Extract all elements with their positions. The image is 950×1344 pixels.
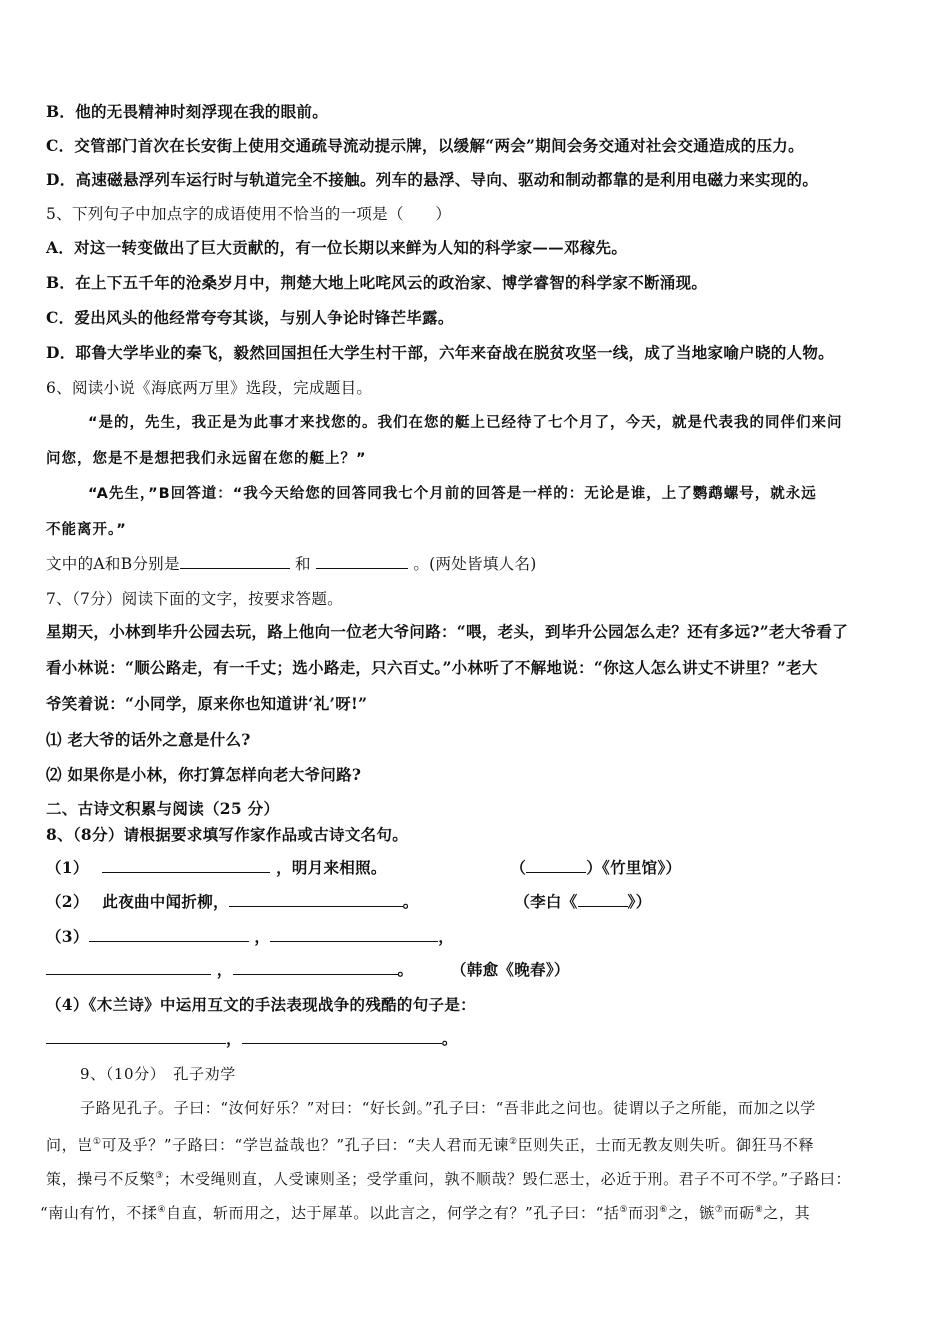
q6-fill-prefix: 文中的A和B分别是 bbox=[46, 555, 180, 573]
answer-blank[interactable] bbox=[578, 892, 628, 907]
answer-blank[interactable] bbox=[270, 927, 438, 942]
footnote-mark: ⑥ bbox=[659, 1205, 669, 1215]
passage-text: 之，镞 bbox=[668, 1204, 715, 1222]
section-2-heading: 二、古诗文积累与阅读（25 分） bbox=[46, 799, 280, 818]
q8-item-1-text: ，明月来相照。 bbox=[276, 858, 387, 877]
answer-blank[interactable] bbox=[102, 858, 270, 873]
q8-item-1-source: ）《竹里馆》） bbox=[586, 858, 682, 877]
footnote-mark: ⑧ bbox=[754, 1205, 764, 1215]
q8-item-4-period: 。 bbox=[441, 1029, 458, 1048]
passage-text: ；木受绳则直，人受谏则圣；受学重问，孰不顺哉？毁仁恶士，必近于刑。君子不可不学。”子路曰： bbox=[163, 1170, 852, 1188]
passage-text: 可及乎？”子路曰：“学岂益哉也？”孔子曰：“夫人君而无谏 bbox=[101, 1136, 509, 1154]
q8-item-3-number: （3） bbox=[46, 927, 89, 946]
q8-item-3-source: （韩愈《晚春》） bbox=[451, 960, 570, 979]
passage-text: 策，操弓不反檠 bbox=[46, 1170, 156, 1188]
passage-9-line-3 bbox=[46, 1166, 910, 1189]
q6-fill-suffix: 。(两处皆填人名) bbox=[413, 555, 537, 573]
answer-blank[interactable] bbox=[180, 554, 290, 569]
question-5-prompt: 5、下列句子中加点字的成语使用不恰当的一项是（ ） bbox=[46, 205, 452, 223]
q7-subquestion-1: ⑴ 老大爷的话外之意是什么? bbox=[46, 730, 251, 749]
q7-subquestion-2: ⑵ 如果你是小林，你打算怎样向老大爷问路? bbox=[46, 765, 362, 784]
answer-blank[interactable] bbox=[46, 960, 211, 975]
answer-blank[interactable] bbox=[89, 927, 249, 942]
passage-9-line-4 bbox=[40, 1200, 910, 1223]
footnote-mark: ③ bbox=[155, 1171, 164, 1181]
q5-option-c: C．爱出风头的他经常夸夸其谈，与别人争论时锋芒毕露。 bbox=[46, 308, 454, 327]
answer-blank[interactable] bbox=[526, 858, 586, 873]
q8-item-2-number: （2） bbox=[46, 892, 89, 911]
footnote-mark: ① bbox=[92, 1137, 102, 1147]
option-c-line: C．交管部门首次在长安街上使用交通疏导流动提示牌，以缓解“两会”期间会务交通对社会交通造成的压力。 bbox=[46, 136, 804, 155]
passage-text: 自直，斩而用之，达于犀革。以此言之，何学之有？”孔子曰：“括 bbox=[166, 1204, 620, 1222]
question-6-prompt: 6、阅读小说《海底两万里》选段，完成题目。 bbox=[46, 379, 373, 397]
passage-text: 而砺 bbox=[723, 1204, 755, 1222]
passage-text: 问，岂 bbox=[46, 1136, 93, 1154]
passage-9-line-1: 子路见孔子。子曰：“汝何好乐？”对曰：“好长剑。”孔子曰：“吾非此之问也。徒谓以子之所能，而加之以学 bbox=[80, 1099, 816, 1117]
q8-item-4: （4）《木兰诗》中运用互文的手法表现战争的残酷的句子是： bbox=[46, 995, 476, 1014]
q8-item-3-comma: ， bbox=[438, 927, 455, 946]
q6-fill-and: 和 bbox=[295, 555, 311, 573]
q8-item-3-continued bbox=[46, 960, 910, 980]
q8-item-2-source-open: （李白《 bbox=[514, 892, 578, 911]
q5-option-d: D．耶鲁大学毕业的秦飞，毅然回国担任大学生村干部，六年来奋战在脱贫攻坚一线，成了当地家喻户晓的人物。 bbox=[46, 343, 834, 362]
option-d-line: D．高速磁悬浮列车运行时与轨道完全不接触。列车的悬浮、导向、驱动和制动都靠的是利用电磁力来实现的。 bbox=[46, 170, 819, 189]
passage-text: “南山有竹，不揉 bbox=[40, 1204, 158, 1222]
q8-item-1-number: （1） bbox=[46, 858, 89, 877]
q8-item-2-source-close: 》） bbox=[627, 892, 652, 911]
q6-fill-line bbox=[46, 554, 910, 574]
answer-blank[interactable] bbox=[233, 960, 398, 975]
q8-item-3-comma: ， bbox=[254, 927, 271, 946]
q5-option-a: A．对这一转变做出了巨大贡献的，有一位长期以来鲜为人知的科学家——邓稼先。 bbox=[46, 238, 628, 257]
passage-6-line-2: 问您，您是不是想把我们永远留在您的艇上？” bbox=[46, 451, 367, 467]
q8-item-4-comma: ， bbox=[226, 1029, 242, 1048]
q8-item-2-period: 。 bbox=[402, 892, 419, 911]
q8-item-2-text: 此夜曲中闻折柳， bbox=[102, 892, 229, 911]
question-9-prompt: 9、（10分） 孔子劝学 bbox=[80, 1065, 236, 1083]
q5-option-b: B．在上下五千年的沧桑岁月中，荆楚大地上叱咤风云的政治家、博学睿智的科学家不断涌现。 bbox=[46, 273, 708, 292]
q8-item-3-comma: ， bbox=[216, 960, 233, 979]
passage-6-line-3: “A先生，”B回答道：“我今天给您的回答同我七个月前的回答是一样的：无论是谁，上了鹦鹉螺号，就永远 bbox=[88, 486, 817, 502]
q8-item-1-source-open: （ bbox=[510, 858, 527, 877]
footnote-mark: ⑤ bbox=[619, 1205, 629, 1215]
passage-6-line-4: 不能离开。” bbox=[46, 522, 127, 538]
question-8-prompt: 8、（8分）请根据要求填写作家作品或古诗文名句。 bbox=[46, 825, 409, 844]
passage-7-line-1: 星期天，小林到毕升公园去玩，路上他向一位老大爷问路：“喂，老头，到毕升公园怎么走？还有多远?”老大爷看了 bbox=[46, 622, 849, 641]
footnote-mark: ④ bbox=[157, 1205, 167, 1215]
passage-7-line-3: 爷笑着说：“小同学，原来你也知道讲‘礼’呀!” bbox=[46, 694, 368, 713]
passage-text: 臣则失正，士而无教友则失听。御狂马不释 bbox=[517, 1136, 815, 1154]
q8-item-1 bbox=[46, 858, 910, 878]
q8-item-4-blanks bbox=[46, 1029, 910, 1049]
answer-blank[interactable] bbox=[46, 1029, 226, 1044]
answer-blank[interactable] bbox=[316, 554, 408, 569]
option-b-line: B．他的无畏精神时刻浮现在我的眼前。 bbox=[46, 102, 329, 121]
passage-text: 之，其 bbox=[763, 1204, 811, 1222]
q8-item-2 bbox=[46, 892, 910, 912]
passage-9-line-2 bbox=[46, 1132, 910, 1155]
answer-blank[interactable] bbox=[229, 892, 403, 907]
passage-6-line-1: “是的，先生，我正是为此事才来找您的。我们在您的艇上已经待了七个月了，今天，就是代表我的同伴们来问 bbox=[88, 415, 843, 431]
passage-text: 而羽 bbox=[628, 1204, 660, 1222]
footnote-mark: ⑦ bbox=[714, 1205, 724, 1215]
q8-item-3 bbox=[46, 927, 910, 947]
answer-blank[interactable] bbox=[242, 1029, 442, 1044]
footnote-mark: ② bbox=[508, 1137, 518, 1147]
passage-7-line-2: 看小林说：“顺公路走，有一千丈；选小路走，只六百丈。”小林听了不解地说：“你这人怎么讲丈不讲里？”老大 bbox=[46, 658, 818, 677]
q8-item-3-period: 。 bbox=[397, 960, 414, 979]
question-7-prompt: 7、（7分）阅读下面的文字，按要求答题。 bbox=[46, 590, 343, 608]
